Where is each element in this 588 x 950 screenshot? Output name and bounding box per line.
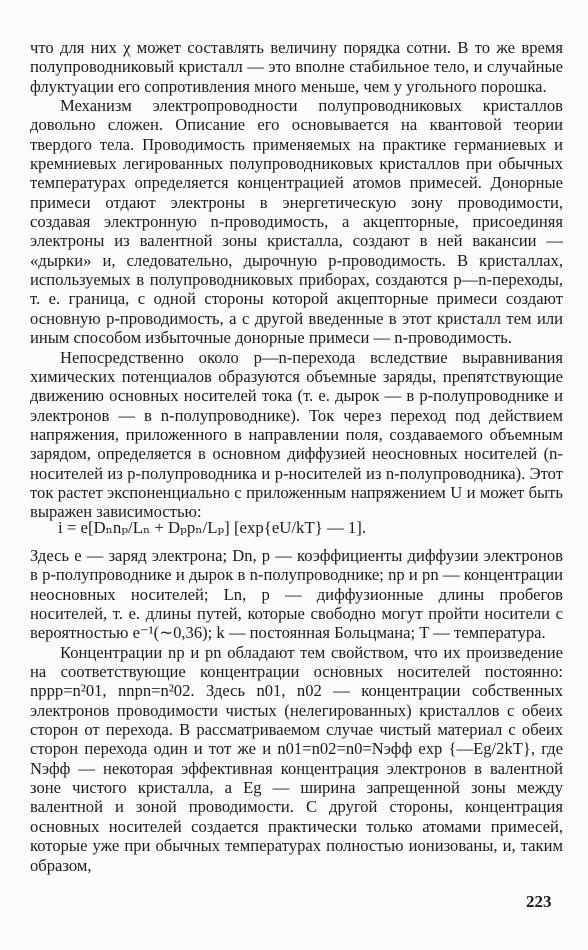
- paragraph-3: Непосредственно около p—n-перехода вследствие выравнивания химических потенциалов образуются объемные заряды, препятствующие движению основных носителей тока (т. е. дырок — в p-полупроводнике и электронов — в n-полупроводнике). Ток через переход под действием напряжения, приложенного в направлении поля, создаваемого объемным зарядом, определяется в основном диффузией неосновных носителей (n-носителей из p-полупроводника и p-носителей из n-полупроводника). Этот ток растет экспоненциально с приложенным напряжением U и может быть выражен зависимостью:: [30, 347, 563, 522]
- paragraph-4: Здесь e — заряд электрона; Dn, p — коэффициенты диффузии электронов в p-полупроводнике и дырок в n-полупроводнике; np и pn — концентрации неосновных носителей; Ln, p — диффузионные длины пробегов носителей, т. е. длины путей, которые свободно могут пройти носители с вероятностью e⁻¹(∼0,36); k — постоянная Больцмана; T — температура.: [30, 546, 563, 643]
- paragraph-4-block: [30, 546, 563, 875]
- diode-current-formula: i = e[Dₙnₚ/Lₙ + Dₚpₙ/Lₚ] [exp{eU/kT} — 1].: [58, 518, 367, 537]
- page-number: 223: [526, 892, 552, 911]
- paragraph-2: Механизм электропроводности полупроводниковых кристаллов довольно сложен. Описание его основывается на квантовой теории твердого тела. Проводимость применяемых на практике германиевых и кремниевых легированных полупроводниковых кристаллов при обычных температурах определяется концентрацией атомов примесей. Донорные примеси отдают электроны в энергетическую зону проводимости, создавая электронную n-проводимость, а акцепторные, присоединяя электроны из валентной зоны кристалла, создают в ней вакансии — «дырки» и, следовательно, дырочную p-проводимость. В кристаллах, используемых в полупроводниковых приборах, создаются p—n-переходы, т. е. граница, с одной стороны которой акцепторные примеси создают основную p-проводимость, а с другой введенные в этот кристалл тем или иным способом избыточные донорные примеси — n-проводимость.: [30, 96, 563, 348]
- paragraph-5: Концентрации np и pn обладают тем свойством, что их произведение на соответствующие концентрации основных носителей постоянно: nppp=n²01, nnpn=n²02. Здесь n01, n02 — концентрации собственных электронов проводимости чистых (нелегированных) кристаллов с обеих сторон от перехода. В рассматриваемом случае чистый материал с обеих сторон перехода один и тот же и n01=n02=n0=Nэфф exp {—Eg/2kT}, где Nэфф — некоторая эффективная концентрация электронов в валентной зоне чистого кристалла, а Eg — ширина запрещенной зоны между валентной и зоной проводимости. С другой стороны, концентрация основных носителей создается практически только атомами примесей, которые уже при обычных температурах полностью ионизованы, и, таким образом,: [30, 642, 563, 875]
- paragraph-1-block: [30, 38, 563, 522]
- paragraph-1: что для них χ может составлять величину порядка сотни. В то же время полупроводниковый кристалл — это вполне стабильное тело, и случайные флуктуации его сопротивления много меньше, чем у угольного порошка.: [30, 38, 563, 96]
